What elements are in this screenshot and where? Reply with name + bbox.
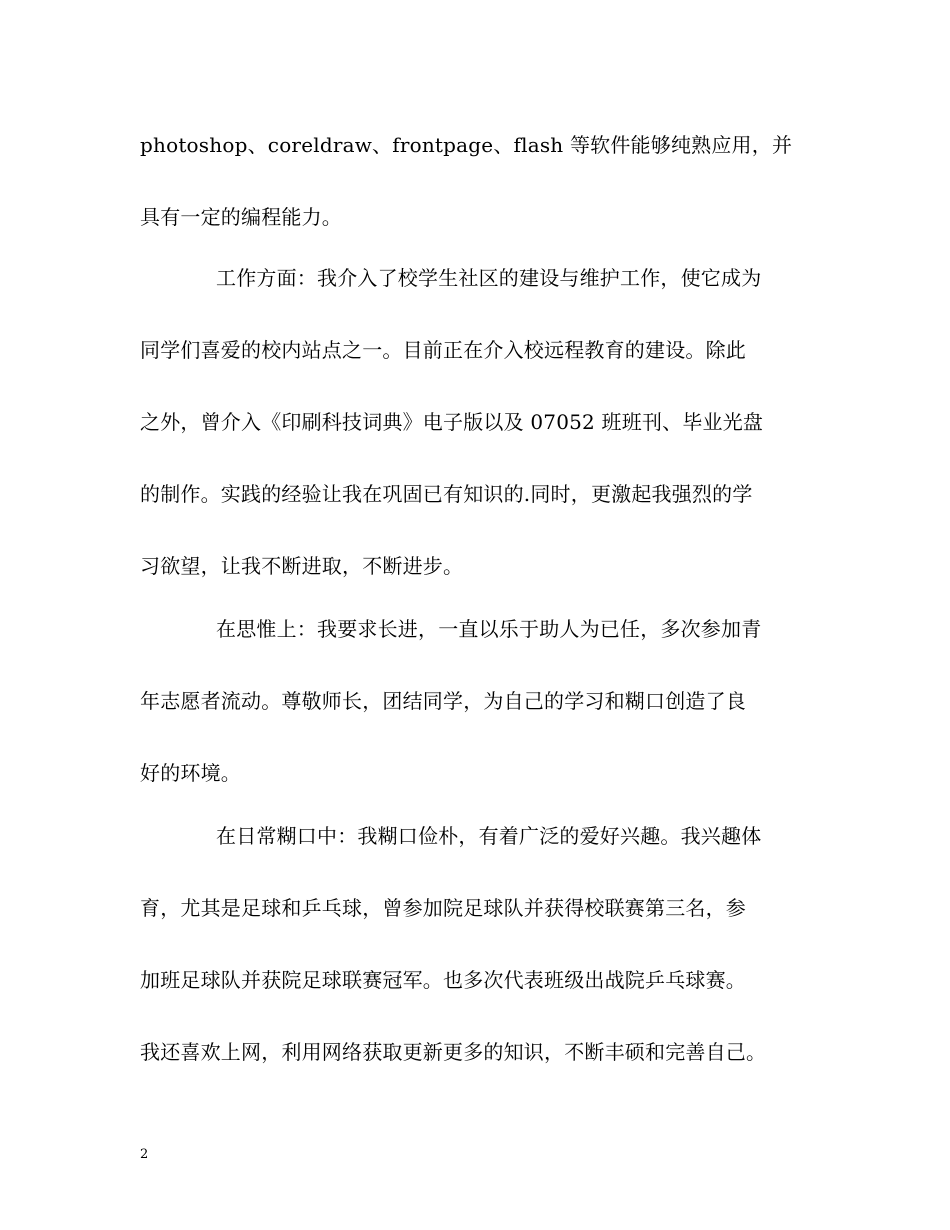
paragraph-start: 在思惟上：我要求长进，一直以乐于助人为已任，多次参加青 [216, 617, 762, 641]
text-line: 我还喜欢上网，利用网络获取更新更多的知识，不断丰硕和完善自己。 [140, 1040, 767, 1064]
text-line: 具有一定的编程能力。 [140, 205, 342, 229]
page-number: 2 [140, 1147, 149, 1162]
text-line: 年志愿者流动。尊敬师长，团结同学，为自己的学习和糊口创造了良 [140, 689, 746, 713]
paragraph-start: 在日常糊口中：我糊口俭朴，有着广泛的爱好兴趣。我兴趣体 [216, 824, 762, 848]
paragraph-start: 工作方面：我介入了校学生社区的建设与维护工作，使它成为 [216, 266, 762, 290]
text-line: 好的环境。 [140, 761, 241, 785]
text-line: 的制作。实践的经验让我在巩固已有知识的.同时，更激起我强烈的学 [140, 482, 753, 506]
text-line: 同学们喜爱的校内站点之一。目前正在介入校远程教育的建设。除此 [140, 338, 746, 362]
text-line: photoshop、coreldraw、frontpage、flash 等软件能够纯熟应用，并 [140, 133, 793, 157]
text-line: 习欲望，让我不断进取，不断进步。 [140, 554, 464, 578]
text-line: 之外，曾介入《印刷科技词典》电子版以及 07052 班班刊、毕业光盘 [140, 410, 764, 434]
text-line: 育，尤其是足球和乒乓球，曾参加院足球队并获得校联赛第三名，参 [140, 896, 746, 920]
text-line: 加班足球队并获院足球联赛冠军。也多次代表班级出战院乒乓球赛。 [140, 968, 746, 992]
